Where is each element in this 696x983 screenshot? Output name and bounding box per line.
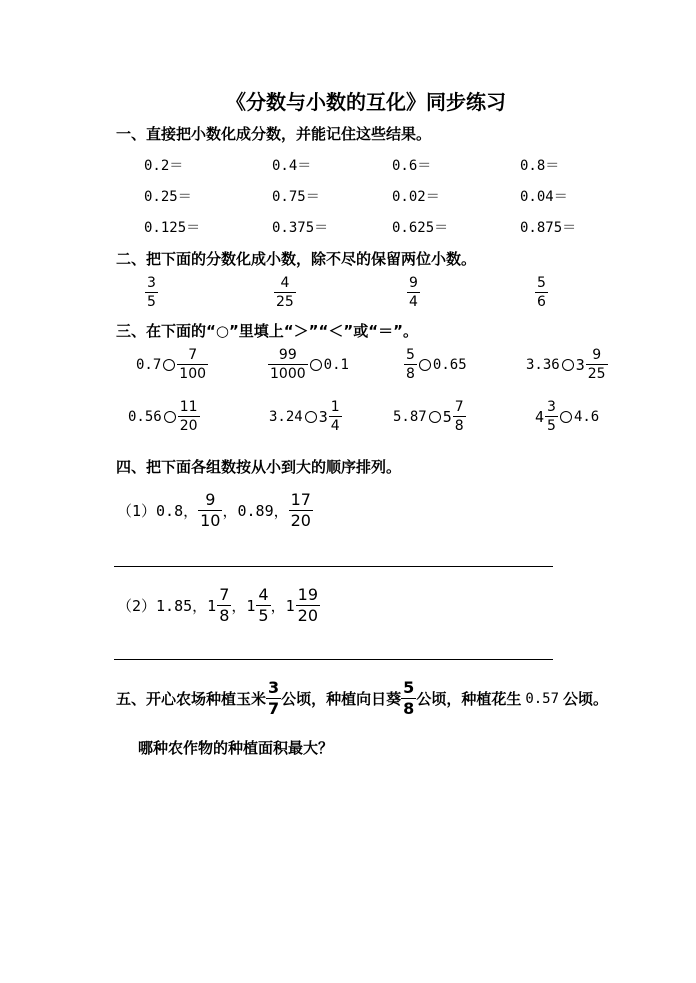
separator: ， [231, 597, 247, 615]
decimal-item: 0.2＝ [144, 158, 184, 174]
whole-part: 1 [207, 596, 217, 615]
decimal-item: 0.875＝ [520, 220, 577, 236]
numerator: 17 [290, 490, 311, 509]
problem-text: 公顷，种植向日葵 [281, 690, 402, 708]
decimal-value: 3.36 [526, 356, 560, 373]
fraction [404, 348, 417, 381]
fraction-item [274, 276, 296, 309]
comparison-item [136, 348, 208, 381]
decimal-item: 0.8＝ [520, 158, 560, 174]
comparison-item [268, 348, 349, 381]
numerator: 4 [258, 585, 269, 604]
fraction [256, 587, 270, 624]
section-5-question: 哪种农作物的种植面积最大？ [138, 739, 334, 757]
denominator: 20 [179, 418, 198, 434]
comparison-item [526, 348, 608, 381]
denominator: 8 [403, 699, 415, 718]
fraction [268, 348, 308, 381]
decimal-value: 0.65 [432, 356, 467, 373]
denominator: 1000 [270, 366, 306, 382]
blank-circle[interactable] [560, 411, 572, 423]
decimal-value: 0.8， [156, 502, 199, 520]
blank-circle[interactable] [419, 359, 431, 371]
denominator: 5 [258, 606, 269, 625]
fraction [266, 680, 281, 717]
denominator: 4 [330, 418, 340, 434]
denominator: 25 [587, 366, 606, 382]
decimal-value: 0.57 [525, 690, 560, 707]
decimal-item: 0.04＝ [520, 189, 568, 205]
answer-line[interactable] [114, 659, 553, 660]
fraction [329, 400, 342, 433]
decimal-item: 0.02＝ [392, 189, 440, 205]
decimal-item: 0.375＝ [272, 220, 329, 236]
fraction [289, 492, 313, 529]
fraction [178, 400, 200, 433]
decimal-value: 0.7 [136, 356, 162, 373]
decimal-item: 0.125＝ [144, 220, 201, 236]
separator: ， [270, 597, 286, 615]
blank-circle[interactable] [164, 411, 176, 423]
whole-part: 5 [442, 407, 452, 426]
problem-text: 五、开心农场种植玉米 [116, 690, 267, 708]
section-5-problem [116, 680, 608, 717]
whole-part: 1 [285, 596, 295, 615]
fraction [453, 400, 466, 433]
separator: ， [222, 502, 238, 520]
blank-circle[interactable] [305, 411, 317, 423]
decimal-item: 0.4＝ [272, 158, 312, 174]
blank-circle[interactable] [429, 411, 441, 423]
denominator: 8 [406, 366, 415, 382]
comparison-item [535, 400, 599, 433]
page-title: 《分数与小数的互化》同步练习 [226, 90, 506, 114]
section-1-heading: 一、直接把小数化成分数，并能记住这些结果。 [116, 125, 432, 143]
numerator: 5 [403, 678, 415, 697]
whole-part: 1 [246, 596, 256, 615]
denominator: 5 [547, 418, 556, 434]
fraction [198, 492, 222, 529]
numerator: 5 [537, 275, 546, 291]
answer-line[interactable] [114, 566, 553, 567]
decimal-value: 0.89， [237, 502, 289, 520]
item-label: （1） [117, 502, 157, 520]
blank-circle[interactable] [310, 359, 322, 371]
whole-part: 4 [535, 407, 545, 426]
numerator: 9 [592, 347, 602, 363]
decimal-value: 4.6 [573, 408, 600, 425]
numerator: 99 [278, 347, 297, 363]
denominator: 8 [219, 606, 230, 625]
comparison-item [393, 400, 466, 433]
decimal-item: 0.625＝ [392, 220, 449, 236]
problem-text: 公顷。 [563, 690, 609, 708]
decimal-item: 0.25＝ [144, 189, 192, 205]
ordering-group-1 [117, 492, 313, 529]
decimal-value: 0.1 [323, 356, 349, 373]
denominator: 5 [147, 294, 156, 310]
decimal-value: 1.85， [156, 597, 208, 615]
fraction [296, 587, 320, 624]
denominator: 7 [268, 699, 280, 718]
denominator: 8 [454, 418, 464, 434]
fraction-item [407, 276, 420, 309]
numerator: 3 [268, 678, 280, 697]
ordering-group-2 [117, 587, 320, 624]
denominator: 10 [200, 511, 221, 530]
decimal-value: 0.56 [128, 408, 162, 425]
denominator: 6 [537, 294, 546, 310]
fraction-item [535, 276, 548, 309]
decimal-item: 0.6＝ [392, 158, 432, 174]
section-4-heading: 四、把下面各组数按从小到大的顺序排列。 [116, 458, 402, 476]
denominator: 25 [276, 294, 294, 310]
numerator: 7 [219, 585, 230, 604]
fraction [586, 348, 608, 381]
denominator: 20 [297, 606, 319, 625]
comparison-item [269, 400, 342, 433]
numerator: 3 [147, 275, 156, 291]
whole-part: 3 [318, 407, 328, 426]
problem-text: 公顷，种植花生 [416, 690, 522, 708]
whole-part: 3 [575, 355, 585, 374]
numerator: 4 [280, 275, 290, 291]
numerator: 3 [547, 399, 556, 415]
decimal-value: 5.87 [393, 408, 427, 425]
fraction [545, 400, 558, 433]
item-label: （2） [117, 597, 157, 615]
numerator: 9 [409, 275, 418, 291]
numerator: 19 [297, 585, 319, 604]
blank-circle[interactable] [163, 359, 175, 371]
fraction [401, 680, 416, 717]
numerator: 11 [179, 399, 198, 415]
blank-circle[interactable] [562, 359, 574, 371]
section-3-heading: 三、在下面的“○”里填上“＞”“＜”或“＝”。 [116, 322, 418, 340]
numerator: 5 [406, 347, 415, 363]
denominator: 20 [290, 511, 311, 530]
decimal-value: 3.24 [269, 408, 303, 425]
fraction-item [145, 276, 158, 309]
decimal-item: 0.75＝ [272, 189, 320, 205]
denominator: 4 [409, 294, 418, 310]
fraction [177, 348, 208, 381]
numerator: 9 [205, 490, 216, 509]
comparison-item [128, 400, 200, 433]
fraction [217, 587, 231, 624]
comparison-item [404, 348, 467, 381]
denominator: 100 [179, 366, 207, 382]
numerator: 7 [454, 399, 464, 415]
section-2-heading: 二、把下面的分数化成小数，除不尽的保留两位小数。 [116, 250, 477, 268]
numerator: 7 [188, 347, 198, 363]
numerator: 1 [330, 399, 340, 415]
